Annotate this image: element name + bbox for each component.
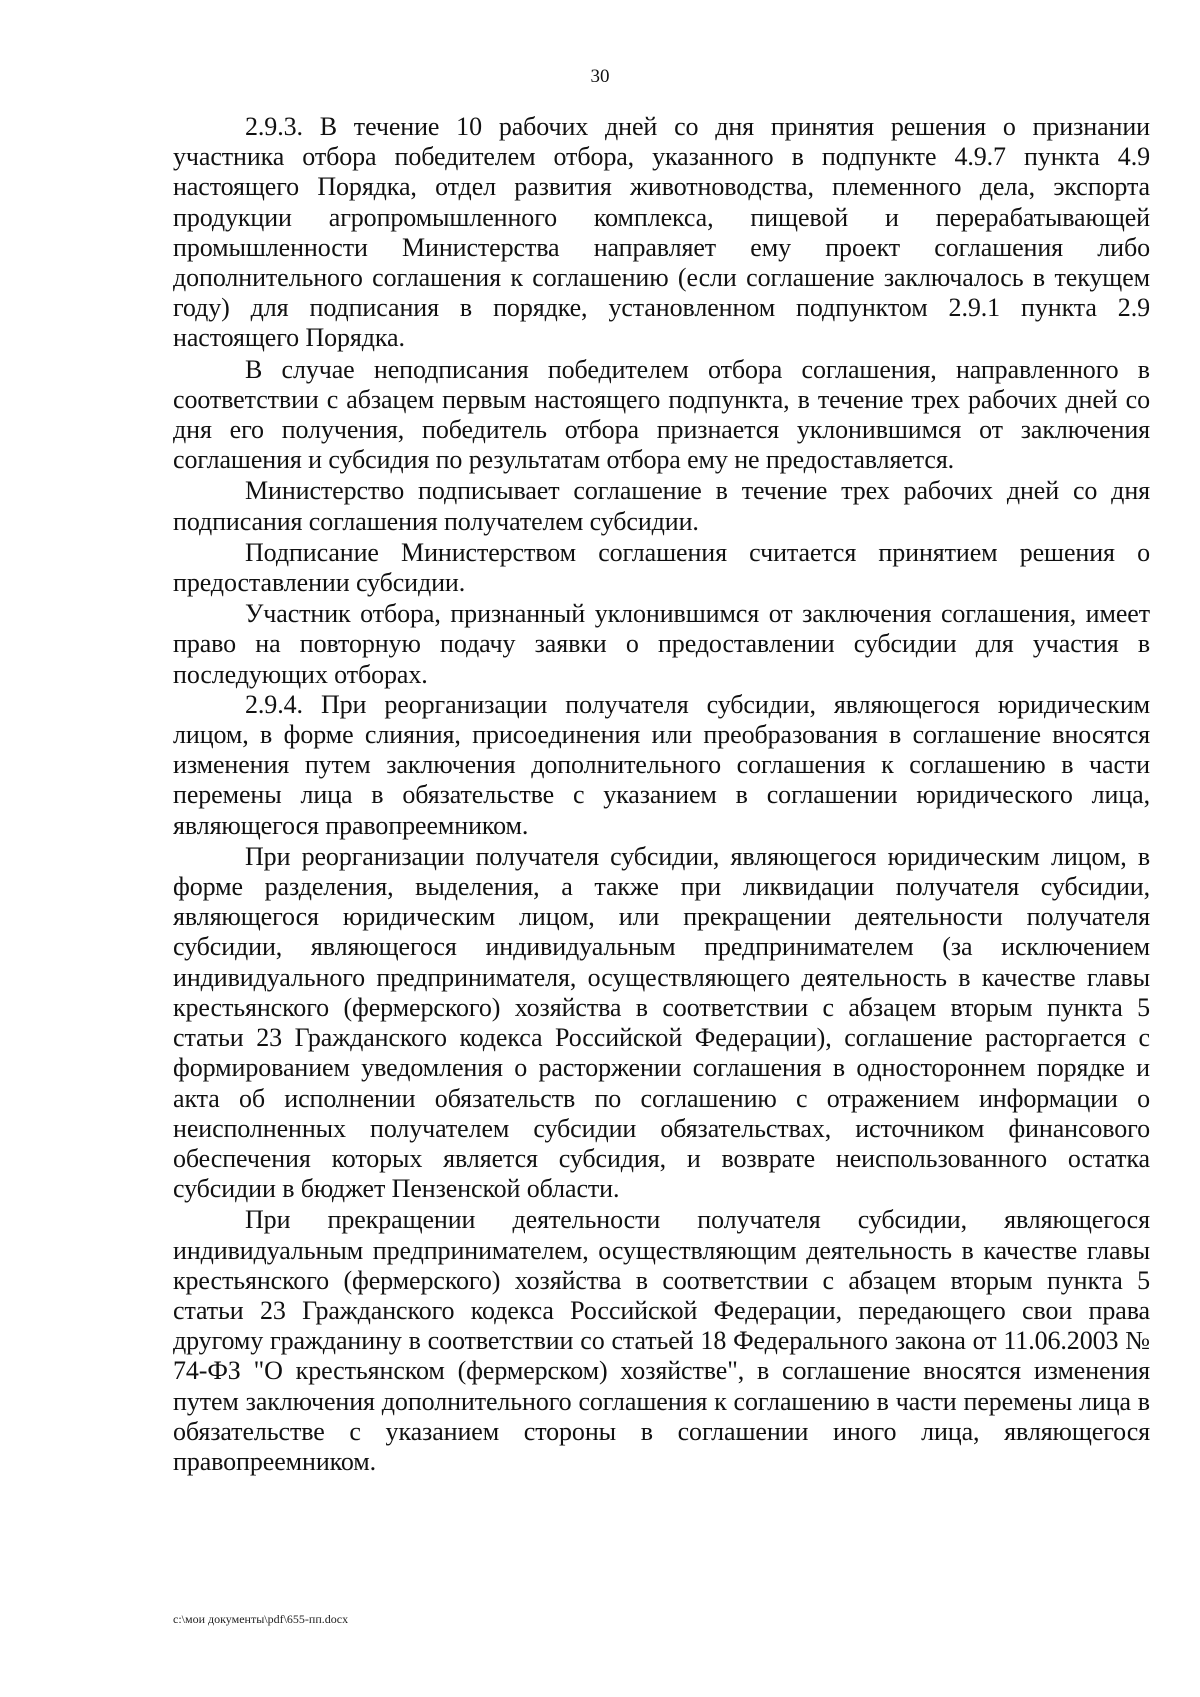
paragraph-signing-decision: Подписание Министерством соглашения считается принятием решения о предоставлении субсидии. [173, 537, 1150, 598]
paragraph-ministry-signs: Министерство подписывает соглашение в течение трех рабочих дней со дня подписания соглашения получателем субсидии. [173, 476, 1150, 536]
paragraph-evading-participant: Участник отбора, признанный уклонившимся от заключения соглашения, имеет право на повторную подачу заявки о предоставлении субсидии для участия в последующих отборах. [173, 599, 1150, 689]
paragraph-2-9-3: 2.9.3. В течение 10 рабочих дней со дня принятия решения о признании участника отбора победителем отбора, указанного в подпункте 4.9.7 пункта 4.9 настоящего Порядка, отдел развития животноводства, племенного дела, экспорта продукции агропромышленного комплекса, пищевой и перерабатывающей промышленности Министерства направляет ему проект соглашения либо дополнительного соглашения к соглашению (если соглашение заключалось в текущем году) для подписания в порядке, установленном подпунктом 2.9.1 пункта 2.9 настоящего Порядка. [173, 112, 1150, 353]
page-number: 30 [590, 66, 610, 87]
paragraph-farm-head-transfer: При прекращении деятельности получателя субсидии, являющегося индивидуальным предпринимателем, осуществляющим деятельность в качестве главы крестьянского (фермерского) хозяйства в соответствии с абзацем вторым пункта 5 статьи 23 Гражданского кодекса Российской Федерации, передающего свои права другому гражданину в соответствии со статьей 18 Федерального закона от 11.06.2003 № 74-ФЗ "О крестьянском (фермерском) хозяйстве", в соглашение вносятся изменения путем заключения дополнительного соглашения к соглашению в части перемены лица в обязательстве с указанием стороны в соглашении иного лица, являющегося правопреемником. [173, 1205, 1150, 1476]
paragraph-2-9-4: 2.9.4. При реорганизации получателя субсидии, являющегося юридическим лицом, в форме слияния, присоединения или преобразования в соглашение вносятся изменения путем заключения дополнительного соглашения к соглашению в части перемены лица в обязательстве с указанием в соглашении юридического лица, являющегося правопреемником. [173, 689, 1150, 840]
document-body [173, 112, 1150, 1477]
footer-file-path: c:\мои документы\pdf\655-пп.docx [173, 1612, 349, 1626]
paragraph-reorganization-termination: При реорганизации получателя субсидии, являющегося юридическим лицом, в форме разделения, выделения, а также при ликвидации получателя субсидии, являющегося юридическим лицом, или прекращении деятельности получателя субсидии, являющегося индивидуальным предпринимателем (за исключением индивидуального предпринимателя, осуществляющего деятельность в качестве главы крестьянского (фермерского) хозяйства в соответствии с абзацем вторым пункта 5 статьи 23 Гражданского кодекса Российской Федерации), соглашение расторгается с формированием уведомления о расторжении соглашения в одностороннем порядке и акта об исполнении обязательств по соглашению с отражением информации о неисполненных получателем субсидии обязательствах, источником финансового обеспечения которых является субсидия, и возврате неиспользованного остатка субсидии в бюджет Пензенской области. [173, 841, 1150, 1204]
paragraph-non-signing: В случае неподписания победителем отбора соглашения, направленного в соответствии с абзацем первым настоящего подпункта, в течение трех рабочих дней со дня его получения, победитель отбора признается уклонившимся от заключения соглашения и субсидия по результатам отбора ему не предоставляется. [173, 354, 1150, 475]
